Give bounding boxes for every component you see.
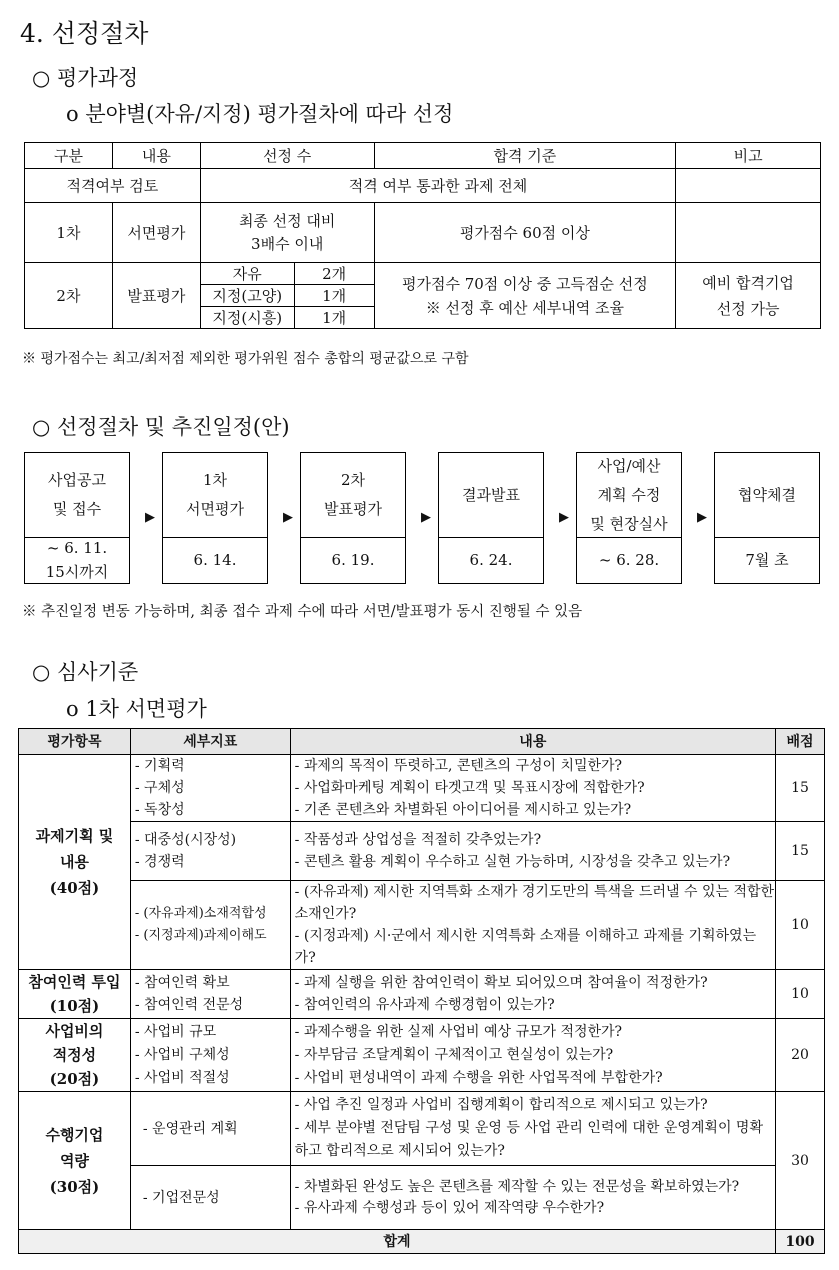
schedule-note: ※ 추진일정 변동 가능하며, 최종 접수 과제 수에 따라 서면/발표평가 동시 진행될 수 있음 bbox=[22, 604, 583, 620]
step-date: 6. 14. bbox=[193, 551, 237, 569]
header-category: 구분 bbox=[25, 143, 113, 169]
step-label: 사업공고 및 접수 bbox=[25, 453, 129, 538]
step-date: ~ 6. 28. bbox=[598, 551, 660, 569]
total-label: 합계 bbox=[19, 1230, 776, 1254]
arrow-icon: ▶ bbox=[145, 510, 155, 525]
stage2-type-count: 1개 bbox=[294, 307, 374, 329]
header-content: 내용 bbox=[290, 729, 775, 755]
criteria-score: 10 bbox=[776, 970, 825, 1019]
schedule-heading: ○ 선정절차 및 추진일정(안) bbox=[32, 415, 290, 439]
stage2-criteria: 평가점수 70점 이상 중 고득점순 선정 ※ 선정 후 예산 세부내역 조율 bbox=[374, 263, 676, 329]
criteria-content: - 과제수행을 위한 실제 사업비 예상 규모가 적정한가? - 자부담금 조달계획이 구체적이고 현실성이 있는가? - 사업비 편성내역이 과제 수행을 위한 사업목적에 부합한가? bbox=[290, 1019, 775, 1092]
step-date: 6. 19. bbox=[331, 551, 375, 569]
criteria-category: 사업비의 적정성 (20점) bbox=[19, 1019, 131, 1092]
header-remark: 비고 bbox=[676, 143, 821, 169]
schedule-step bbox=[576, 452, 682, 584]
criteria-content: - 과제의 목적이 뚜렷하고, 콘텐츠의 구성이 치밀한가? - 사업화마케팅 계획이 타겟고객 및 목표시장에 적합한가? - 기존 콘텐츠와 차별화된 아이디어를 제시하고 있는가? bbox=[290, 755, 775, 822]
schedule-step bbox=[300, 452, 406, 584]
criteria-content: - 과제 실행을 위한 참여인력이 확보 되어있으며 참여율이 적정한가? - 참여인력의 유사과제 수행경험이 있는가? bbox=[290, 970, 775, 1019]
criteria-indicators: - (자유과제)소재적합성 - (지정과제)과제이해도 bbox=[130, 881, 290, 970]
section-title: 4. 선정절차 bbox=[20, 19, 149, 48]
stage1-count: 최종 선정 대비 3배수 이내 bbox=[200, 203, 374, 263]
criteria-score: 15 bbox=[776, 822, 825, 881]
stage2-label: 2차 bbox=[25, 263, 113, 329]
criteria-content: - 차별화된 완성도 높은 콘텐츠를 제작할 수 있는 전문성을 확보하였는가? - 유사과제 수행성과 등이 있어 제작역량 우수한가? bbox=[290, 1166, 775, 1230]
criteria-table bbox=[18, 728, 825, 1254]
schedule-step bbox=[162, 452, 268, 584]
arrow-icon: ▶ bbox=[697, 510, 707, 525]
criteria-content: - 사업 추진 일정과 사업비 집행계획이 합리적으로 제시되고 있는가? - 세부 분야별 전담팀 구성 및 운영 등 사업 관리 인력에 대한 운영계획이 명확하고 합리적으로 제시되어 있는가? bbox=[290, 1092, 775, 1166]
header-criteria: 합격 기준 bbox=[374, 143, 676, 169]
arrow-icon: ▶ bbox=[559, 510, 569, 525]
stage2-type-count: 1개 bbox=[294, 285, 374, 307]
stage2-content: 발표평가 bbox=[112, 263, 200, 329]
stage1-remark bbox=[676, 203, 821, 263]
step-label: 협약체결 bbox=[715, 453, 819, 538]
header-score: 배점 bbox=[776, 729, 825, 755]
eval-process-subheading: o 분야별(자유/지정) 평가절차에 따라 선정 bbox=[66, 102, 454, 126]
criteria-content: - 작품성과 상업성을 적절히 갖추었는가? - 콘텐츠 활용 계획이 우수하고 실현 가능하며, 시장성을 갖추고 있는가? bbox=[290, 822, 775, 881]
criteria-indicators: - 기획력 - 구체성 - 독창성 bbox=[130, 755, 290, 822]
step-date: 7월 초 bbox=[745, 551, 789, 569]
criteria-score: 30 bbox=[776, 1092, 825, 1230]
stage2-type-count: 2개 bbox=[294, 263, 374, 285]
schedule-step bbox=[714, 452, 820, 584]
header-count: 선정 수 bbox=[200, 143, 374, 169]
criteria-indicators: - 사업비 규모 - 사업비 구체성 - 사업비 적절성 bbox=[130, 1019, 290, 1092]
schedule-step bbox=[24, 452, 130, 584]
stage2-type: 지정(시흥) bbox=[200, 307, 294, 329]
criteria-score: 10 bbox=[776, 881, 825, 970]
criteria-category: 수행기업 역량 (30점) bbox=[19, 1092, 131, 1230]
step-label: 2차 발표평가 bbox=[301, 453, 405, 538]
stage2-remark: 예비 합격기업 선정 가능 bbox=[676, 263, 821, 329]
criteria-indicators: - 운영관리 계획 bbox=[130, 1092, 290, 1166]
header-content: 내용 bbox=[112, 143, 200, 169]
criteria-subheading: o 1차 서면평가 bbox=[66, 697, 207, 721]
criteria-indicators: - 기업전문성 bbox=[130, 1166, 290, 1230]
eval-process-heading: ○ 평가과정 bbox=[32, 66, 139, 90]
eligibility-remark bbox=[676, 169, 821, 203]
criteria-indicators: - 대중성(시장성) - 경쟁력 bbox=[130, 822, 290, 881]
criteria-indicators: - 참여인력 확보 - 참여인력 전문성 bbox=[130, 970, 290, 1019]
eval-process-note: ※ 평가점수는 최고/최저점 제외한 평가위원 점수 총합의 평균값으로 구함 bbox=[22, 351, 469, 367]
header-item: 평가항목 bbox=[19, 729, 131, 755]
criteria-heading: ○ 심사기준 bbox=[32, 660, 139, 684]
stage2-type: 지정(고양) bbox=[200, 285, 294, 307]
stage1-label: 1차 bbox=[25, 203, 113, 263]
header-indicator: 세부지표 bbox=[130, 729, 290, 755]
eligibility-label: 적격여부 검토 bbox=[25, 169, 201, 203]
stage1-criteria: 평가점수 60점 이상 bbox=[374, 203, 676, 263]
eligibility-value: 적격 여부 통과한 과제 전체 bbox=[200, 169, 675, 203]
criteria-score: 20 bbox=[776, 1019, 825, 1092]
arrow-icon: ▶ bbox=[283, 510, 293, 525]
stage2-type: 자유 bbox=[200, 263, 294, 285]
criteria-score: 15 bbox=[776, 755, 825, 822]
step-label: 결과발표 bbox=[439, 453, 543, 538]
stage1-content: 서면평가 bbox=[112, 203, 200, 263]
eval-process-table bbox=[24, 142, 821, 329]
step-label: 1차 서면평가 bbox=[163, 453, 267, 538]
step-date: ~ 6. 11. 15시까지 bbox=[45, 539, 109, 581]
step-date: 6. 24. bbox=[469, 551, 513, 569]
criteria-category: 참여인력 투입 (10점) bbox=[19, 970, 131, 1019]
total-score: 100 bbox=[776, 1230, 825, 1254]
criteria-category: 과제기획 및 내용 (40점) bbox=[19, 755, 131, 970]
step-label: 사업/예산 계획 수정 및 현장실사 bbox=[577, 453, 681, 538]
schedule-step bbox=[438, 452, 544, 584]
criteria-content: - (자유과제) 제시한 지역특화 소재가 경기도만의 특색을 드러낼 수 있는 적합한 소재인가? - (지정과제) 시·군에서 제시한 지역특화 소재를 이해하고 과제를 기획하였는가? bbox=[290, 881, 775, 970]
arrow-icon: ▶ bbox=[421, 510, 431, 525]
